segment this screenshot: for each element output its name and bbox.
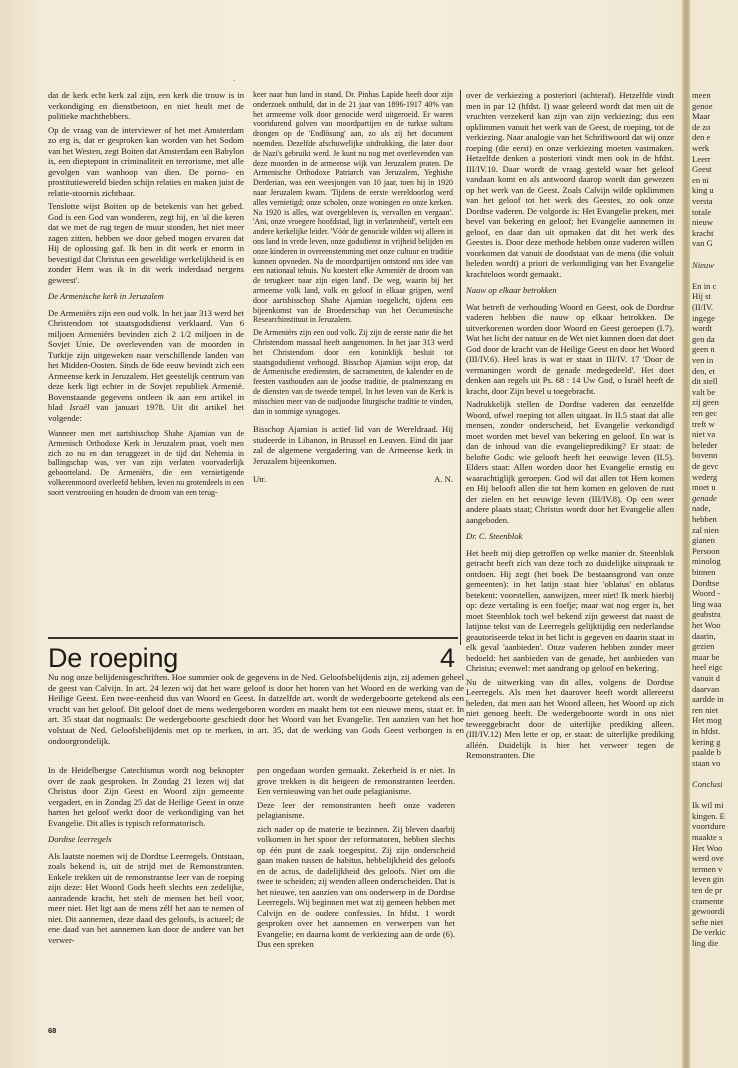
right-page-line: voortdure: [692, 821, 726, 832]
paragraph: Nadrukkelijk stellen de Dordtse vaderen dat eenzelfde Woord, ofwel roeping tot allen uitgaat. In II.5 staat dat alle mensen, zonder onderscheid, het Evangelie verkondigd moet worden met bevel van bekering en geloof. En wat is dan de inhoud van die evangelieprediking? Er staat: de belofte Gods: wie gelooft heeft het eeuwige leven (II.5). Elders staat: Allen worden door het Evangelie ernstig en waarachtiglijk geroepen. God wil dat allen tot Hem komen en Hij belooft allen die tot hem komen en geloven de rust der zielen en het eeuwige leven (III/IV.8). Op een weer andere plaats staat; Christus wordt door het Evangelie allen aangeboden.: [466, 399, 674, 525]
right-page-line: ten de pr: [692, 885, 723, 895]
right-page-line: treft w: [692, 418, 715, 429]
right-page-line: ven in: [692, 355, 714, 365]
right-page-line: geen n: [692, 344, 715, 355]
right-page-line: beleder: [692, 439, 718, 450]
right-page-line: geabstra: [692, 609, 721, 620]
subheading: Dr. C. Steenblok: [466, 531, 523, 541]
column-2: [253, 90, 453, 485]
right-page-line: Nieuw: [692, 259, 714, 270]
right-page-line: werk: [692, 143, 710, 153]
section-rule: [48, 637, 458, 639]
signature-initials: A. N.: [434, 474, 453, 485]
right-page-line: ling waa: [692, 598, 722, 609]
right-page-line: maakte s: [692, 832, 723, 842]
right-page-line: ren niet: [692, 704, 719, 715]
right-page-line: staan vo: [692, 757, 721, 768]
article-column-middle: [257, 765, 455, 953]
paragraph: Als laatste noemen wij de Dordtse Leerregels. Ontstaan, zoals bekend is, uit de strijd met de Remonstranten. Enkele trekken uit de remonstrantse leer van de roeping zijn deze: Het Woord Gods heeft slechts een zedelijke, aanradende kracht, het stelt de mensen het heil voor, meer niet. Het ligt aan de mens zélf het aan te nemen of niet. Dit aannemen, deze daad des geloofs, is actueel; de ene daad van het aannemen kan door de andere van het verwer-: [48, 850, 244, 945]
right-page-line: het Woo: [692, 620, 721, 630]
right-page-line: heel eigc: [692, 662, 723, 673]
right-page-line: hebben: [692, 514, 717, 524]
right-page-line: zal nien: [692, 524, 719, 535]
right-page-line: wordt: [692, 323, 713, 334]
right-page-line: Maar: [692, 111, 711, 122]
right-page-line: niet va: [692, 429, 716, 440]
right-page-line: wederg: [692, 471, 718, 482]
paragraph: Tenslotte wijst Boiten op de betekenis van het gebed. God is een God van wonderen, zegt hij, en 'al die keren dat we met de rug tegen de muur stonden, het niet meer zagen zitten, hebben we door gebed mogen ervaren dat Hij de oplossing gaf. Ik ben in dit werk er enorm in bevestigd dat Christus een geweldige werkelijkheid is en zonder Hem was ik in dit werk inderdaad nergens geweest'.: [48, 201, 244, 285]
right-page-fragment: [690, 0, 738, 1068]
signature-place: Utr.: [253, 474, 267, 485]
right-page-line: gen da: [692, 333, 715, 344]
right-page-line: gianen: [692, 535, 715, 546]
right-page-line: paalde b: [692, 747, 721, 758]
right-page-line: versta: [692, 196, 713, 206]
right-page-line: Het mog: [692, 715, 722, 726]
right-page-line: nieuw: [692, 217, 714, 228]
paragraph: Nu de uitwerking van dit alles, volgens de Dordtse Leerregels. Als men het daarover heeft wordt allereerst beleden, dat men aan het Woord alleen, het Woord op zich niet genoeg heeft. De wedergeboorte wordt in ons niet teweeggebracht door de uiterlijke prediking alleen. (III/IV.12) Men lette er op, er staat: de uiterlijke prediking alléén. Duidelijk is hier het verweer tegen de Remonstranten. Die: [466, 676, 674, 760]
right-page-line: Het Woo: [692, 842, 723, 853]
right-page-line: daarin,: [692, 630, 716, 641]
right-page-line: cramente: [692, 895, 724, 906]
right-page-line: kering g: [692, 736, 721, 747]
right-page-line: Ik wil mi: [692, 800, 724, 811]
right-page-line: ling die: [692, 938, 719, 948]
right-page-line: sefte niet: [692, 916, 724, 927]
right-page-line: in hfdst.: [692, 726, 721, 736]
column-rule: [460, 90, 461, 645]
right-page-line: gewoordi: [692, 906, 725, 917]
paragraph: over de verkiezing a posteriori (achteraf). Hetzelfde vindt men in par 12 (hfdst. I) waar geleerd wordt dat men uit de vruchten verzekerd kan zijn van zijn verkiezing; dus een opklimmen vanuit het werk van de Geest, de roeping, tot de verkiezing. Naar analogie van het Schriftwoord dat wij onze roeping (die eerst) en onze verkiezing moeten vastmaken. Hetzelfde denken a posteriori vindt men ook in de hfdst. III/IV.10. Daar wordt de vraag gesteld waar het geloof vandaan komt en als antwoord daarop wordt dan gewezen op het werk van de Geest. Zoals Calvijn wilde opklimmen van het geloof tot het werk des Geestes, zo ook onze Dordtse vaderen. De volgorde is: Het Evangelie preken, met bevel van bekering en geloof; het Evangelie aannemen in geloof, en daar dan uit opmaken dat dit het werk des Geestes is. Door deze methode hebben onze vaderen willen voorkomen dat vanuit de doodstaat van de mens (die voluit beleden wordt) a priori de verkondiging van het Evangelie krachteloos wordt gemaakt.: [466, 90, 674, 279]
right-page-line: minolog: [692, 556, 721, 567]
paragraph: pen ongedaan worden gemaakt. Zekerheid is er niet. In grove trekken is dit hetgeen de remonstranten leerden. Een vernieuwing van het oude pelagianisme.: [257, 765, 455, 796]
right-page-line: werd ove: [692, 853, 724, 864]
right-page-line: En in c: [692, 280, 717, 291]
right-page-line: daarvan: [692, 683, 720, 694]
right-page-line: de zo: [692, 121, 711, 132]
right-page-line: moet u: [692, 482, 716, 493]
right-page-line: Leerr: [692, 153, 711, 164]
right-page-line: Conclusi: [692, 779, 723, 789]
right-page-line: Persoon: [692, 545, 720, 556]
right-page-line: De verkic: [692, 927, 726, 938]
quote: Wanneer men met aartsbisschop Shahe Ajamian van de Armenisch Orthodoxe Kerk in Jeruzalem praat, voelt men zich zo nu en dan teruggezet in de tijd dat Nehemia in ballingschap was, ver van zijn verlaten voorvaderlijk geboorteland. De Armeniërs, die een vernietigende volkerenmoord overleefd hebben, leven nu grotendeels in een soort verstrooiing en houden de droom van een terug-: [48, 429, 244, 497]
right-page-line: ren gec: [692, 408, 718, 418]
right-page-line: van G: [692, 238, 713, 249]
right-page-line: Woord -: [692, 588, 721, 599]
right-page-line: Dordtse: [692, 577, 720, 588]
paragraph: keer naar hun land in stand. Dr. Pinhas Lapide heeft door zijn onderzoek onthuld, dat in de 21 jaar van 1896-1917 40% van het armeense volk door genocide werd uitgeroeid. Er waren voortdurend golven van moordpartijen en de turkse sultans drongen op de 'Endlösung' aan, zo als zij het document noemden. Dezelfde afschuwelijke uitdrukking, die later door de Nazi's gebruikt werd. Je kunt nu nog met overlevenden van deze moorden in de armeense wijk van Jeruzalem praten. De Armenische Orthodoxe Patriarch van Jeruzalem, Yeghishe Derderian, was een weesjongen van 10 jaar, toen hij in 1920 naar Jeruzalem kwam. 'Tijdens de eerste wereldoorlog werd alles vernietigd; onze scholen, onze woningen en onze kerken. Na 1920 is alles, wat overgebleven is, vervallen en vergaan'. 'Ani, onze vroegere hoofdstad, ligt in verlatenheid', vertelt een andere kerkelijke leider. 'Vóór de genocide wilden wij alleen in ons land in vrede leven, onze godsdienst in vrijheid belijden en onze kinderen in overeenstemming met onze cultuur en traditie kunnen opvoeden. Na de moordpartijen ontstond ons idee van een nationaal tehuis. Nu koestert elke Armeniër de droom van de terugkeer naar zijn eigen land'. De weg, waarin bij het armeense volk land, volk en geloof in elkaar grijpen, werd door aartsbisschop Shahe Ajamian toegelicht, tijdens een bijeenkomst van de Broederschap van het Oecumenische Researchinstituut in Jeruzalem.: [253, 90, 453, 325]
right-page-line: ingege: [692, 312, 715, 323]
text-part: van januari 1978. Uit dit artikel het volgende:: [48, 402, 244, 423]
paragraph: Deze leer der remonstranten heeft onze vaderen pelagianisme.: [257, 799, 455, 820]
paragraph: dat de kerk echt kerk zal zijn, een kerk die trouw is in verkondiging en dienstbetoon, en niet heult met de politieke machthebbers.: [48, 90, 244, 121]
right-page-line: en ni: [692, 174, 709, 185]
article-heading: De roeping: [48, 643, 179, 673]
tick-mark: `: [233, 79, 236, 87]
right-page-line: gezien: [692, 641, 715, 652]
right-page-line: aardde in: [692, 694, 724, 705]
right-page-line: Hij st: [692, 291, 711, 302]
paragraph: Op de vraag van de interviewer of het met Amsterdam zo erg is, dat er gesproken kan worden van het Sodom van het Westen, zegt Boiten dat Amsterdam een Babylon is, een dieptepunt in criminaliteit en terrorisme, met alle gevolgen van wanhoop van dien. De porno- en prostitutiewereld bieden schijn relaties en maken juist de relatie-stoornis zichtbaar.: [48, 124, 244, 198]
right-page-line: king u: [692, 185, 714, 196]
right-page-line: dit stell: [692, 376, 718, 387]
right-page-line: kracht: [692, 227, 714, 238]
right-page-line: meen: [692, 90, 711, 100]
column-1: [48, 90, 244, 501]
article-intro: Nu nog onze belijdenisgeschriften. Hoe summier ook de gegevens in de Ned. Geloofsbelijdenis zijn, zij ademen geheel de geest van Calvijn. In art. 24 lezen wij dat het ware geloof is door het horen van het Woord en de werking van de Heilige Geest. Een twee-eenheid dus van Woord en Geest. In datzelfde art. wordt de wedergeboorte getekend als een vrucht van het geloof. Dit geloof doet de mens wedergeboren worden en maakt hem tot een nieuwe mens, staat er. In art. 35 staat dat nogmaals: De wedergeboorte geschiedt door het Woord van het Evangelie. Ten aanzien van het hoe volstaat de Ned. Geloofsbelijdenis met op te merken, in art. 35, dat de werking van Gods Geest verborgen is en ondoorgrondelijk.: [48, 672, 464, 746]
article-column-left: [48, 765, 244, 948]
right-page-line: vanuit d: [692, 673, 720, 683]
paragraph: Wat betreft de verhouding Woord en Geest, ook de Dordtse vaderen hebben die nauw op elkaar betrokken. De uitverkorenen worden door Woord en Geest geroepen (I.7). Wat het licht der natuur en de Wet niet kunnen doen dat doet God door de kracht van de Heilige Geest en door het Woord (III/IV.6). Heel kras is wat er staat in III/IV. 17 'Door de vermaningen wordt de genade medegedeeld'. Het doet denken aan regels uit Ps. 68 : 14 Uw God, o Israël heeft de kracht, door Zijn bevel u toegebracht.: [466, 301, 674, 396]
right-page-line: leven gin: [692, 874, 724, 885]
paragraph: [48, 308, 244, 424]
paragraph: Het heeft mij diep getroffen op welke manier dr. Steenblok getracht heeft zich van deze toch zo duidelijke uitspraak te ontdoen. Hij zegt (het boek De bestaansgrond van onze gemeenten): in het latijn staat hier 'oblatus' en oblatus betekent: voorstellen, aanwijzen, meer niet! Ik merk hierbij op: deze vertaling is een foefje; maar wat nog erger is, het moet Steenblok toch wel bekend zijn geweest dat naast de latijnse tekst van de Leerregels gelijktijdig een nederlandse geautoriseerde tekst in het licht is gegeven en daarin staat in elk geval 'aanbieden'. Onze vaderen hebben zonder meer bedoeld: het aanbieden van de genade, het aanbieden van Christus; evenwel: met aandrang op geloof en bekering.: [466, 547, 674, 673]
right-page-line: valt be: [692, 386, 716, 397]
right-page-line: Geest: [692, 164, 712, 175]
right-page-line: zij geen: [692, 397, 719, 408]
paragraph: In de Heidelbergse Catechismus wordt nog beknopter over de zaak gesproken. In Zondag 21 lezen wij dat Christus door Zijn Geest en Woord zijn gemeente vergadert, en in Zondag 25 dat de Heilige Geest in onze harten het geloof werkt door de verkondiging van het Evangelie. Dit alles is typisch reformatorisch.: [48, 765, 244, 828]
right-page-line: termen v: [692, 863, 723, 874]
right-page-line: bovenn: [692, 450, 718, 461]
subheading: De Armenische kerk in Jeruzalem: [48, 291, 164, 301]
right-page-line: maar be: [692, 651, 720, 662]
book-gutter: [682, 0, 690, 1068]
subheading: Dordtse leerregels: [48, 834, 112, 844]
publication-title: Israël: [69, 402, 90, 412]
right-page-line: genoe: [692, 100, 713, 111]
signature-line: [253, 474, 453, 485]
right-page-line: (II/IV.: [692, 302, 714, 312]
paragraph: De Armeniërs zijn een oud volk. Zij zijn de eerste natie die het Christendom massaal heeft aangenomen. In het jaar 313 werd het Christendom door een koninklijk besluit tot staatsgodsdienst verhoogd. Bisschop Ajamian wijst erop, dat de Armenische erediensten, de sacramenten, de kalender en de feesten vasthouden aan de joodse traditie, de psalmenzang en de diensten van de tweede tempel. In het leven van de Kerk is misschien meer van de oudjoodse liturgische traditie te vinden, dan in sommige synagoges.: [253, 328, 453, 416]
subheading: Nauw op elkaar betrokken: [466, 285, 557, 295]
right-page-line: den, et: [692, 365, 715, 376]
text-part: De Armeniërs zijn een oud volk. In het jaar 313 werd het Christendom tot staatsgodsdienst verklaard. Van 6 miljoen Armeniërs bevinden zich 2 1/2 miljoen in de Sovjet Unie. De overlevenden van de moorden in Turkije zijn uitgeweken naar verschillende landen van het Midden-Oosten. Sinds de 6de eeuw bevindt zich een Armeense kerk in Jeruzalem. Het geestelijk centrum van deze kerk ligt echter in de Sovjet republiek Armenië. Bovenstaande gegevens ontleen ik aan een artikel in blad: [48, 307, 244, 412]
article-number: 4: [440, 643, 456, 673]
right-page-line: de gevc: [692, 461, 719, 471]
right-page-line: kingen. E: [692, 810, 725, 821]
right-page-line: totale: [692, 206, 712, 217]
right-page-line: nade,: [692, 503, 711, 514]
paragraph: Bisschop Ajamian is actief lid van de Wereldraad. Hij studeerde in Libanon, in Brussel en Leuven. Eind dit jaar zal de algemene vergadering van de Armeense kerk in Jeruzalem bijeenkomen.: [253, 424, 453, 466]
paragraph: zich nader op de materie te bezinnen. Zij bleven daarbij volkomen in het spoor der reformatoren, hebben slechts op één punt de zaak toegespitst. Zij zijn onderscheid gaan maken tussen de habitus, hebbelijkheid des geloofs en de actus, de dadelijkheid des geloofs. Niet om die twee te scheiden; zij wenden alleen onderscheiden. Dat is het nieuwe, ten aanzien van ons onderwerp in de Dordtse Leerregels. Wij beginnen met wat zij gemeen hebben met Calvijn en de oudere confessies. In hfdst. 1 wordt gesproken over het aannemen en verwerpen van het Evangelie; en daarna komt de verkiezing aan de orde (6). Dus een spreken: [257, 823, 455, 949]
column-3: [466, 90, 674, 764]
right-page-line: genade: [692, 492, 717, 503]
right-page-line: binnen: [692, 567, 716, 577]
page-number: 68: [48, 1026, 57, 1035]
right-page-line: den e: [692, 132, 711, 143]
